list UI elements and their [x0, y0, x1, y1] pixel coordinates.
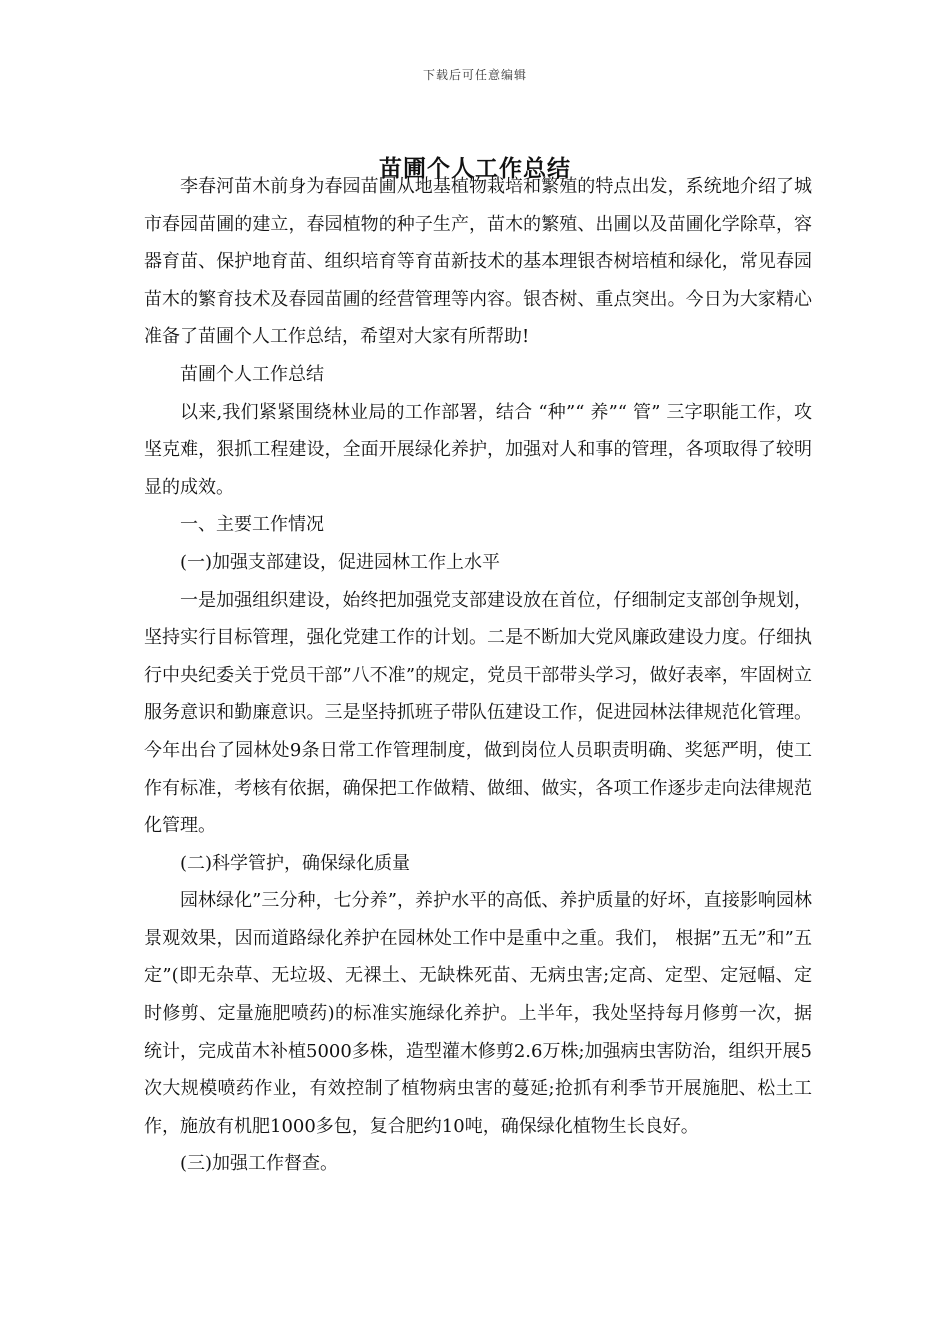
section-heading-main-work: 一、主要工作情况: [180, 514, 324, 536]
document-body: [144, 168, 812, 1183]
paragraph-overview: 以来,我们紧紧围绕林业局的工作部署，结合 “种”“ 养”“ 管” 三字职能工作，攻坚克难，狠抓工程建设，全面开展绿化养护，加强对人和事的管理，各项取得了较明显的成效。: [144, 401, 812, 498]
paragraph-party-building: 一是加强组织建设，始终把加强党支部建设放在首位，仔细制定支部创争规划，坚持实行目标管理，强化党建工作的计划。二是不断加大党风廉政建设力度。仔细执行中央纪委关于党员干部”八不准”的规定，党员干部带头学习，做好表率，牢固树立服务意识和勤廉意识。三是坚持抓班子带队伍建设工作，促进园林法律规范化管理。今年出台了园林处9条日常工作管理制度，做到岗位人员职责明确、奖惩严明，使工作有标准，考核有依据，确保把工作做精、做细、做实，各项工作逐步走向法律规范化管理。: [144, 589, 812, 837]
paragraph-subtitle: 苗圃个人工作总结: [180, 363, 324, 385]
document-title: 苗圃个人工作总结: [379, 156, 571, 182]
subsection-heading-3: (三)加强工作督查。: [180, 1153, 339, 1175]
paragraph-green-maintenance: 园林绿化”三分种，七分养”，养护水平的高低、养护质量的好坏，直接影响园林景观效果，因而道路绿化养护在园林处工作中是重中之重。我们， 根据”五无”和”五定”(即无杂草、无垃圾、无裸土、无缺株死苗、无病虫害;定高、定型、定冠幅、定时修剪、定量施肥喷药)的标准实施绿化养护。上半年，我处坚持每月修剪一次，据统计，完成苗木补植5000多株，造型灌木修剪2.6万株;加强病虫害防治，组织开展5次大规模喷药作业，有效控制了植物病虫害的蔓延;抢抓有利季节开展施肥、松土工作，施放有机肥1000多包，复合肥约10吨，确保绿化植物生长良好。: [144, 890, 812, 1137]
subsection-heading-2: (二)科学管护，确保绿化质量: [180, 852, 411, 874]
page-header-note: 下载后可任意编辑: [422, 68, 527, 82]
subsection-heading-1: (一)加强支部建设，促进园林工作上水平: [180, 551, 501, 573]
paragraph-intro: 李春河苗木前身为春园苗圃从地基植物栽培和繁殖的特点出发，系统地介绍了城市春园苗圃的建立，春园植物的种子生产，苗木的繁殖、出圃以及苗圃化学除草，容器育苗、保护地育苗、组织培育等育苗新技术的基本理银杏树培植和绿化，常见春园苗木的繁育技术及春园苗圃的经营管理等内容。银杏树、重点突出。今日为大家精心准备了苗圃个人工作总结，希望对大家有所帮助!: [144, 176, 812, 348]
